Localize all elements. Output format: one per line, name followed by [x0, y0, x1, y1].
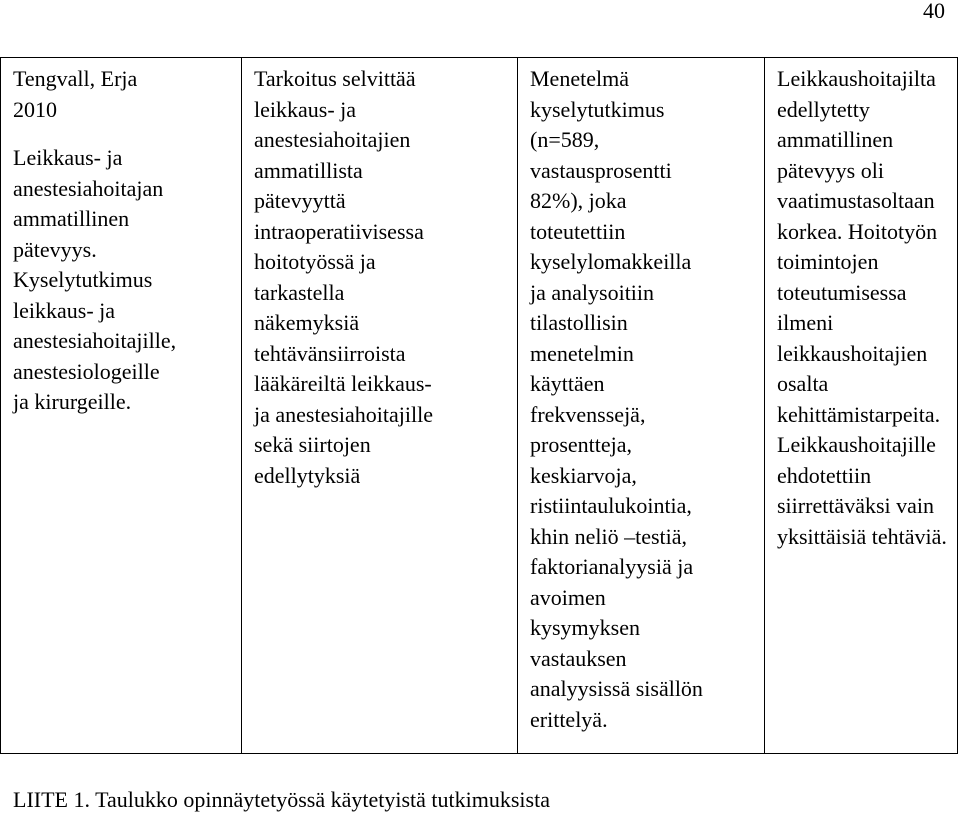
study-method-cell — [518, 58, 765, 754]
study-description: Leikkaus- ja anestesiahoitajan ammatillinen pätevyys. Kyselytutkimus leikkaus- ja anestesiahoitajille, anestesiologeille ja kirurgeille. — [13, 145, 177, 414]
table-caption: LIITE 1. Taulukko opinnäytetyössä käytetyistä tutkimuksista — [13, 787, 550, 812]
table-row — [1, 58, 958, 754]
study-purpose: Tarkoitus selvittää leikkaus- ja anestesiahoitajien ammatillista pätevyyttä intraoperatiivisessa hoitotyössä ja tarkastella näkemyksiä tehtävänsiirroista lääkäreiltä leikkaus- ja anestesiahoitajille sekä siirtojen edellytyksiä — [254, 66, 433, 488]
study-purpose-cell — [242, 58, 518, 754]
study-reference-cell — [1, 58, 242, 754]
research-table — [0, 57, 958, 754]
study-results-cell — [765, 58, 958, 754]
study-method: Menetelmä kyselytutkimus (n=589, vastausprosentti 82%), joka toteutettiin kyselylomakkeilla ja analysoitiin tilastollisin menetelmin käyttäen frekvenssejä, prosentteja, keskiarvoja, ristiintaulukointia, khin neliö –testiä, faktorianalyysiä ja avoimen kysymyksen vastauksen analyysissä sisällön erittelyä. — [530, 66, 703, 732]
page-number: 40 — [923, 0, 945, 23]
study-results: Leikkaushoitajilta edellytetty ammatillinen pätevyys oli vaatimustasoltaan korkea. Hoitotyön toimintojen toteutumisessa ilmeni leikkaushoitajien osalta kehittämistarpeita. Leikkaushoitajille ehdotettiin siirrettäväksi vain yksittäisiä tehtäviä. — [777, 66, 947, 549]
study-author: Tengvall, Erja 2010 — [13, 66, 138, 122]
